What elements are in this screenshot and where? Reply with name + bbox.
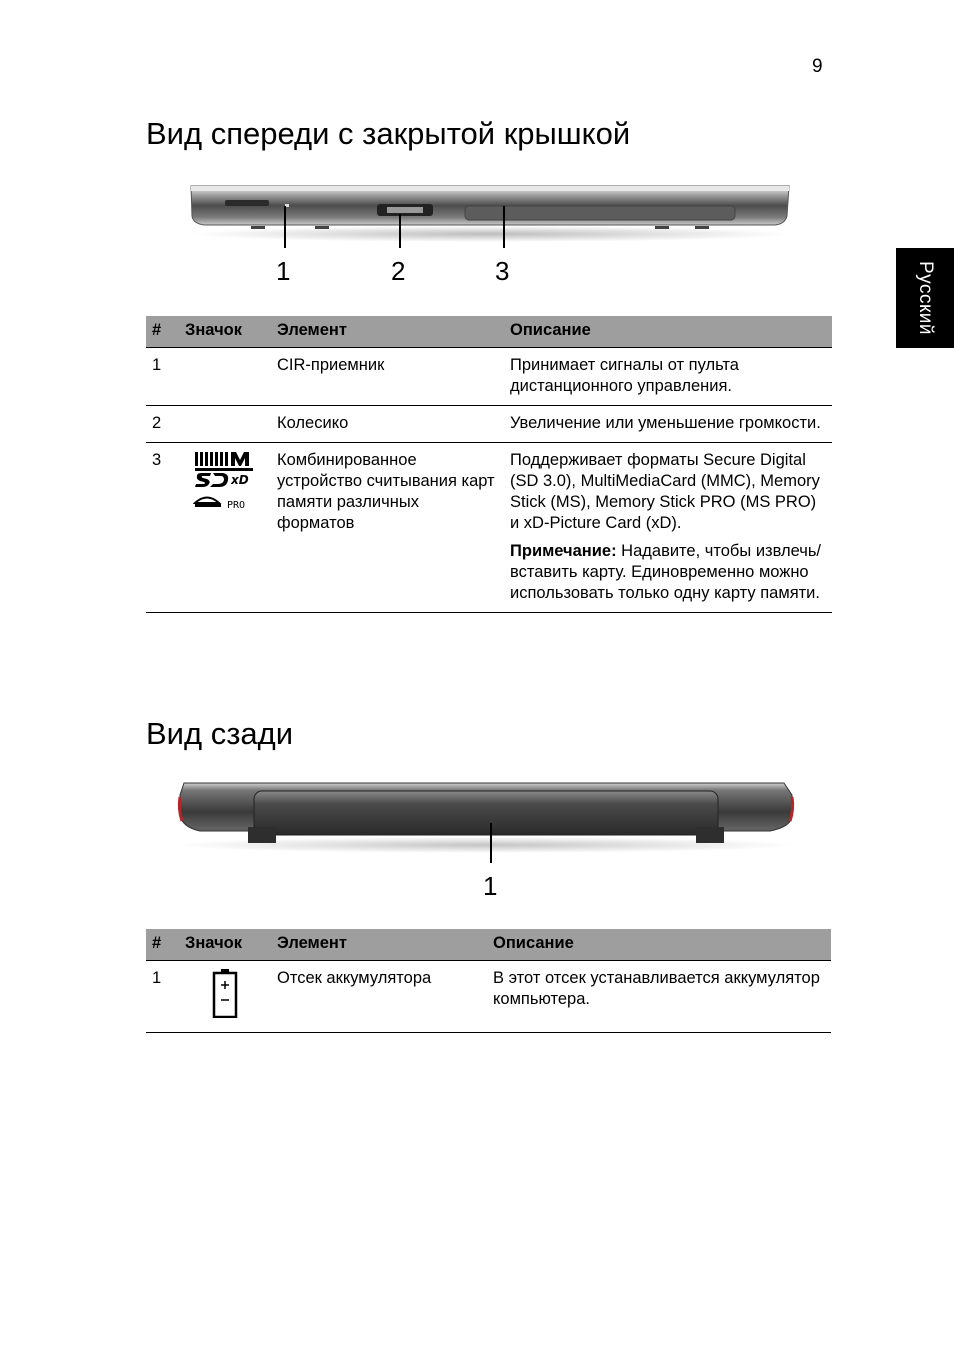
- note-paragraph: [510, 541, 826, 604]
- row-icon: [179, 348, 271, 406]
- table-row: [146, 406, 832, 443]
- row-description: [504, 443, 832, 613]
- header-number: #: [146, 316, 179, 348]
- table-row: [146, 348, 832, 406]
- row-element: Отсек аккумулятора: [271, 961, 487, 1033]
- section-title-front: Вид спереди с закрытой крышкой: [146, 116, 631, 151]
- page-number: 9: [812, 56, 823, 77]
- battery-icon: [212, 968, 238, 1018]
- header-number: #: [146, 929, 179, 961]
- table-row: [146, 961, 831, 1033]
- row-element: Колесико: [271, 406, 504, 443]
- memory-card-formats-icon: [193, 450, 257, 514]
- callout-3: 3: [495, 256, 510, 286]
- row-element: Комбинированное устройство считывания карт памяти различных форматов: [271, 443, 504, 613]
- row-description: Принимает сигналы от пульта дистанционного управления.: [504, 348, 832, 406]
- row-description: Увеличение или уменьшение громкости.: [504, 406, 832, 443]
- front-view-illustration: [185, 178, 795, 296]
- svg-text:PRO: PRO: [227, 500, 246, 511]
- row-icon: [179, 406, 271, 443]
- section-title-rear: Вид сзади: [146, 716, 294, 751]
- row-number: 1: [146, 961, 179, 1033]
- header-element: Элемент: [271, 316, 504, 348]
- row-icon: [179, 443, 271, 613]
- rear-view-illustration: [170, 775, 800, 903]
- row-element: CIR-приемник: [271, 348, 504, 406]
- callout-1: 1: [483, 871, 498, 901]
- rear-components-table: [146, 929, 831, 1033]
- row-number: 3: [146, 443, 179, 613]
- row-number: 1: [146, 348, 179, 406]
- row-number: 2: [146, 406, 179, 443]
- header-icon: Значок: [179, 929, 271, 961]
- table-header-row: [146, 929, 831, 961]
- note-text: Надавите, чтобы извлечь/вставить карту. Единовременно можно использовать только одну карту памяти.: [510, 542, 822, 602]
- header-description: Описание: [487, 929, 831, 961]
- description-text: Поддерживает форматы Secure Digital (SD 3.0), MultiMediaCard (MMC), Memory Stick (MS), Memory Stick PRO (MS PRO) и xD-Picture Card (xD).: [510, 451, 820, 532]
- language-tab-label: Русский: [915, 261, 936, 335]
- header-icon: Значок: [179, 316, 271, 348]
- row-description: В этот отсек устанавливается аккумулятор компьютера.: [487, 961, 831, 1033]
- table-header-row: [146, 316, 832, 348]
- header-element: Элемент: [271, 929, 487, 961]
- callout-2: 2: [391, 256, 406, 286]
- language-tab: [896, 248, 954, 348]
- svg-text:xD: xD: [231, 473, 249, 487]
- table-row: [146, 443, 832, 613]
- callout-1: 1: [276, 256, 291, 286]
- header-description: Описание: [504, 316, 832, 348]
- row-icon: [179, 961, 271, 1033]
- note-label: Примечание:: [510, 542, 617, 560]
- front-components-table: [146, 316, 832, 613]
